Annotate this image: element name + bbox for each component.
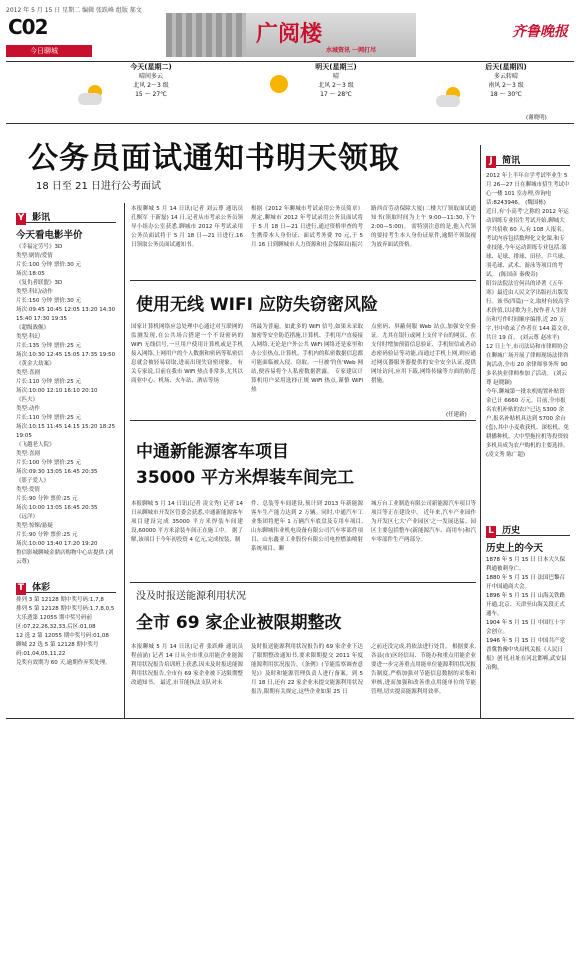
movie-line: 片长:90 分钟 票价:25 元 xyxy=(16,532,78,538)
movie-line: 片长:135 分钟 票价:25 元 xyxy=(16,343,81,349)
lottery-box-letter: T xyxy=(17,583,25,593)
weather-desc: 晴间多云 xyxy=(138,73,163,80)
movie-line: 场次:10:00 13:05 16:45 20:35 xyxy=(16,505,98,511)
rectify-headline: 全市 69 家企业被限期整改 xyxy=(136,613,342,633)
movie-line: 类型:科幻/动作 xyxy=(16,289,53,295)
movie-line: 场次:10:15 11:45 14:15 15:20 18:25 19:05 xyxy=(16,424,116,439)
weather-day: 明天(星期三) xyxy=(315,63,357,71)
weather-day: 后天(星期四) xyxy=(485,63,527,71)
weather-credit: (谢晓明) xyxy=(526,115,547,121)
history-list xyxy=(486,556,570,673)
weather-wind: 北风 2～3 级 xyxy=(318,82,354,89)
lottery-box-header xyxy=(16,580,116,593)
movie-line: 《影子爱人》 xyxy=(16,478,50,484)
main-subhead: 18 日至 21 日进行公考面试 xyxy=(36,181,161,192)
lottery-line: 兑奖有效期为 60 天,逾期作弃奖处理。 xyxy=(16,660,111,666)
lottery-line: 大乐透第 12055 期中奖号码前区:07,22,26,32,33,后区:01,08 xyxy=(16,615,96,630)
lottery-line: 聊城 22 选 5 第 12128 期中奖号码:01,04,05,11,22 xyxy=(16,642,99,657)
weather-wind: 南风 2～3 级 xyxy=(488,82,524,89)
wifi-col2: 所最为普遍。如此多的 WiFi 信号,如果未采取加密等安全防范措施,计算机、手机用户直接接入网络,无论是户外公共 WiFi 网络还是家里和办公室热点,计算机、手机内的私密数据信息都可能面临被入侵、窃取。一旦被'钓鱼'Web 网站,便容易将个人私密数据泄露。 专家建议计算机用户采用选择正规 WiFi 热点,谨慎 WiFi 热 xyxy=(251,324,363,393)
page-code: C02 xyxy=(8,15,48,39)
lottery-list xyxy=(16,596,116,668)
movie-box-letter: Y xyxy=(17,213,25,223)
newspaper-page xyxy=(6,5,574,720)
brief-item: 阳谷法院法官何昌的译著《五年寒》最近由人民文学出版社出版发行。该书(四篇)一文,取材有较高学术价值,以诗歌为主,按作者人生经历和写作时间顺序编排,近 20 万字,书中收录了作者在 144 篇文章,共计 19 首。 (刘云尊 赵冰平) xyxy=(486,281,570,341)
movie-line: 类型:科幻 xyxy=(16,334,40,340)
partly-cloudy-icon xyxy=(436,87,462,107)
history-header xyxy=(486,523,570,536)
lottery-box-label: 体彩 xyxy=(32,583,51,593)
weather-wind: 北风 2～3 级 xyxy=(133,82,169,89)
weather-desc: 多云转晴 xyxy=(493,73,518,80)
movie-box-label: 影讯 xyxy=(32,213,51,223)
weather-day: 今天(星期二) xyxy=(130,63,172,71)
dateline: 2012 年 5 月 15 日 星期二 编辑 张跃峰 组版 郝文 xyxy=(6,7,142,14)
movie-list xyxy=(16,243,116,567)
lottery-line: 12 选 2 第 12055 期中奖号码:01,08 xyxy=(16,633,109,639)
castle-icon xyxy=(166,13,246,57)
movie-line: 类型:喜剧 xyxy=(16,370,40,376)
main-article-col1: 本报聊城 5 月 14 日讯(记者 刘云尊 通讯员 孔衡军 于新磊) 14 日,记者从市考录公务员领导小组办公室获悉,聊城市 2012 年考试录用公务员面试将于 5 月 18 日—21 日进行,16 日领取公务员面试通知书。 xyxy=(131,206,243,248)
paper-name: 齐鲁晚报 xyxy=(512,24,568,40)
history-item: 1880 年 5 月 15 日 法国巴黎召开中国通商大会。 xyxy=(486,575,565,590)
brief-item: 今年,聊城第一批农机购置补贴资金已计 6660 万元。目前,全市报名农机补贴的农户已达 5300 余户,报名补贴机具达到 5700 余台(套),其中小麦收获机、深松机、免耕播种机、大中型拖拉机等投资较多机具成为农户购机的主要选择。 (凌文秀 陈广超) xyxy=(486,389,570,458)
movie-box xyxy=(16,210,116,567)
history-box xyxy=(486,523,570,673)
history-letter: L xyxy=(486,526,496,538)
lottery-line: 排列 5 第 12128 期中奖号码:1,7,8,0,5 xyxy=(16,606,115,612)
movie-line: 《远洋》 xyxy=(16,514,39,520)
history-item: 1878 年 5 月 15 日 日本大久保利通被刺身亡。 xyxy=(486,557,565,572)
brief-news-label: 简讯 xyxy=(502,156,521,166)
movie-line: 场次:10:30 12:45 15:05 17:35 19:50 xyxy=(16,352,116,358)
history-item: 1896 年 5 月 15 日 山海关铁路开通,北京、天津至山海关段正式通车。 xyxy=(486,593,565,617)
weather-desc: 晴 xyxy=(332,73,339,80)
brief-item: 近日,有'小高考'之称的 2012 年运动训练专业招生考试开始,聊城大学共招收 60 人,有 108 人报名。考试内容包括数理化文化课,和专业技能,今年运动训练专业包括:篮球、足球、排球、田径、乒乓球、羽毛球、武术、游泳等项目的考试。 (陈国彦 秦俊奇) xyxy=(486,209,569,278)
brief-item: 2012 年上半年自学考试毕业生 5 月 26—27 日在聊城市招生考试中心一楼 101 室办理,咨询电话:8243946。 (魏国栋) xyxy=(486,173,570,206)
lottery-line: 排列 3 第 12128 期中奖号码:1,7,8 xyxy=(16,597,104,603)
movie-line: 《幸福定劳号》3D xyxy=(16,244,63,250)
movie-line: 场次:18:05 xyxy=(16,271,45,277)
movie-line: 场次:10:00 13:40 17:20 19:20 xyxy=(16,541,98,547)
wifi-headline: 使用无线 WIFI 应防失窃密风险 xyxy=(136,295,378,315)
wifi-credit: (任建新) xyxy=(446,412,467,418)
movie-line: 鲁信影城聊城金鼎店购物中心店提供 (刘云尊) xyxy=(16,550,114,565)
movie-line: 类型:喜剧 xyxy=(16,451,40,457)
energy-headline-line1: 中通新能源客车项目 xyxy=(136,442,289,462)
rectify-col1: 本报聊城 5 月 14 日讯(记者 张跃峰 通讯员 程前涌) 记者 14 日从全市重点用能企业能源利用状况报告培训班上获悉,因未及时报送能源利用状况报告,全市有 69 家企业被下达限期整改通知书。 最近,市节能执法支队对未 xyxy=(131,644,243,686)
movie-line: 《黄金大劫案》 xyxy=(16,361,55,367)
movie-line: 类型:动作 xyxy=(16,406,40,412)
wifi-col3: 点密码、屏蔽伺服 Web 站点,加强安全验证。尤其在银行或网上支付平台的网页、在支付时增加预留信息验证、手机短信或者动态密码验证等功能,而通过手机上网,则应通过网页器服务器提供的安全安全认证,提供网址访问,应用下载,网络传输等方面的防范措施。 xyxy=(371,324,476,384)
energy-col2: 件、总装等车间建设,预计到 2013 年新能源客车生产能力达到 2 万辆。同时,中通汽车工业集团将把年 1 万辆汽车底盘及专用车项目,山东聊城伟业机电设备有限公司汽车零部件项目、山东鑫亚工业股份有限公司电控燃油喷射系统项目、聊 xyxy=(251,501,363,552)
brief-news xyxy=(486,153,570,460)
column-banner xyxy=(166,13,416,57)
history-label: 历史 xyxy=(502,526,521,536)
main-article-col2: 根据《2012 年聊城市考试录用公务员简章》规定,聊城市 2012 年考试录用公务员面试将于 5 月 18 日—21 日进行,通过资格审查的考生携带本人身份证、面试考务费 70 元,于 5 月 16 日到聊城市人力资源和社会保障局(振兴 xyxy=(251,206,363,248)
movie-box-header xyxy=(16,210,116,223)
energy-col3: 城万台工业制造有限公司新能源汽车项目等项目等正在建设中。 近年来,汽车产业园作为开发区七大'产业园区'之一发展迅猛。园区主要包括整车(新能源汽车、商用车)和汽车零部件生产两部分。 xyxy=(371,501,476,543)
movie-line: 场次:09:30 13:05 16:45 20:35 xyxy=(16,469,98,475)
main-headline: 公务员面试通知书明天领取 xyxy=(28,141,400,176)
movie-line: 类型:爱情 xyxy=(16,487,40,493)
rectify-col3: 之前还没完成,将依法进行处罚。 根据要求,各县(市)区经信局、节能办和重点用能企业要进一步完善重点用能单位能源利用状况报告制度,严格加强对节能信息数据的采集和审核,进而加强和改善重点用能单位的节能管理,切实提高能源利用效率。 xyxy=(371,644,476,695)
weather-temp: 18 ～ 30℃ xyxy=(490,91,522,98)
wifi-col1: 国家计算机网络应急处理中心通过对互联网的监测发现,在公共场合搭建一个不设密码的 WiFi 无线信号,一旦用户使用计算机或是手机接入网络,上网用户的个人数据和密码等私密信息就会被轻易窃取,进而出现失窃密现象。 有关专家说,目前在我市 WiFi 热点非常多,尤其以商业中心、机场、火车站、酒店等场 xyxy=(131,324,243,384)
partly-cloudy-icon xyxy=(78,85,104,105)
lottery-box xyxy=(16,580,116,668)
section-tab: 今日聊城 xyxy=(6,45,92,57)
movie-box-title: 今天看电影半价 xyxy=(16,230,83,241)
movie-line: 片长:100 分钟 票价:25 元 xyxy=(16,460,81,466)
column-title: 广阅楼 xyxy=(256,21,323,47)
history-title: 历史上的今天 xyxy=(486,543,544,554)
energy-col1: 本报聊城 5 月 14 日讯(记者 凌文秀) 记者 14 日从聊城市开发区管委会获悉,中通新能源客车项目建设完成 35000 平方米焊装车间建设,60000 平方米涂装车间正在施工中。 据了解,该项目于今年初投资 4 亿元,完成按装、制 xyxy=(131,501,243,543)
column-slogan: 水城资讯 一网打尽 xyxy=(326,47,377,54)
movie-line: 场次:10:00 12:10 16:10 20:10 xyxy=(16,388,98,394)
sun-icon xyxy=(266,75,292,95)
movie-line: 类型:惊悚/悬疑 xyxy=(16,523,53,529)
movie-line: 《超级战舰》 xyxy=(16,325,50,331)
movie-line: 片长:100 分钟 票价:30 元 xyxy=(16,262,81,268)
movie-line: 《复仇者联盟》3D xyxy=(16,280,63,286)
movie-line: 场次:09:45 10:45 12:05 13:20 14:30 15:40 17:30 19:35 xyxy=(16,307,116,322)
movie-line: 《匹夫》 xyxy=(16,397,39,403)
movie-line: 片长:110 分钟 票价:25 元 xyxy=(16,415,81,421)
main-article-col3: 路西首劳动保障大厦)二楼大厅领取面试通知书(领取时间为上午 9:00—11:30,下午 2:00—5:00)。 需特别注意的是,他人代领的要持考生本人身份证原件,逾期不领取视为放弃面试资格。 xyxy=(371,206,476,248)
rectify-col2: 及时报送能源利用状况报告的 69 家企业下达了限期整改通知书,要求限期提交 2011 年度能源利用状况报告。《条例》(节能监察调查意见)》及时和能源管理负责人进行备案。到 5 月 18 日,还有 22 家企业未提交能源利用状况报告,限期有关规定,这些企业如果 25 日 xyxy=(251,644,363,695)
weather-today xyxy=(101,63,201,99)
brief-item: 12 日上午,市司法局和市律师协会在聊城广场开展了律师现场法律咨询活动,全市 20 余律师事务所 90 多名执业律师参加了活动。 (刘云尊 赵晓颖) xyxy=(486,344,569,386)
weather-tomorrow xyxy=(286,63,386,99)
brief-news-header xyxy=(486,153,570,166)
weather-after-tomorrow xyxy=(456,63,556,99)
movie-line: 片长:150 分钟 票价:30 元 xyxy=(16,298,81,304)
energy-headline-line2: 35000 平方米焊装车间完工 xyxy=(136,468,355,488)
history-item: 1904 年 5 月 15 日 中国红十字会创立。 xyxy=(486,620,565,635)
movie-line: 片长:90 分钟 票价:25 元 xyxy=(16,496,78,502)
movie-line: 类型:剧情/爱情 xyxy=(16,253,53,259)
movie-line: 《飞越老人院》 xyxy=(16,442,55,448)
brief-news-letter: J xyxy=(486,156,496,168)
history-item: 1946 年 5 月 15 日 中国共产党晋冀鲁豫中央局机关报《人民日报》创刊,社址在河北邯郸,武安县冶陶。 xyxy=(486,638,567,671)
rectify-subhead: 没及时报送能源利用状况 xyxy=(136,591,246,602)
weather-temp: 15 ～ 27℃ xyxy=(135,91,167,98)
movie-line: 片长:110 分钟 票价:25 元 xyxy=(16,379,81,385)
weather-temp: 17 ～ 28℃ xyxy=(320,91,352,98)
